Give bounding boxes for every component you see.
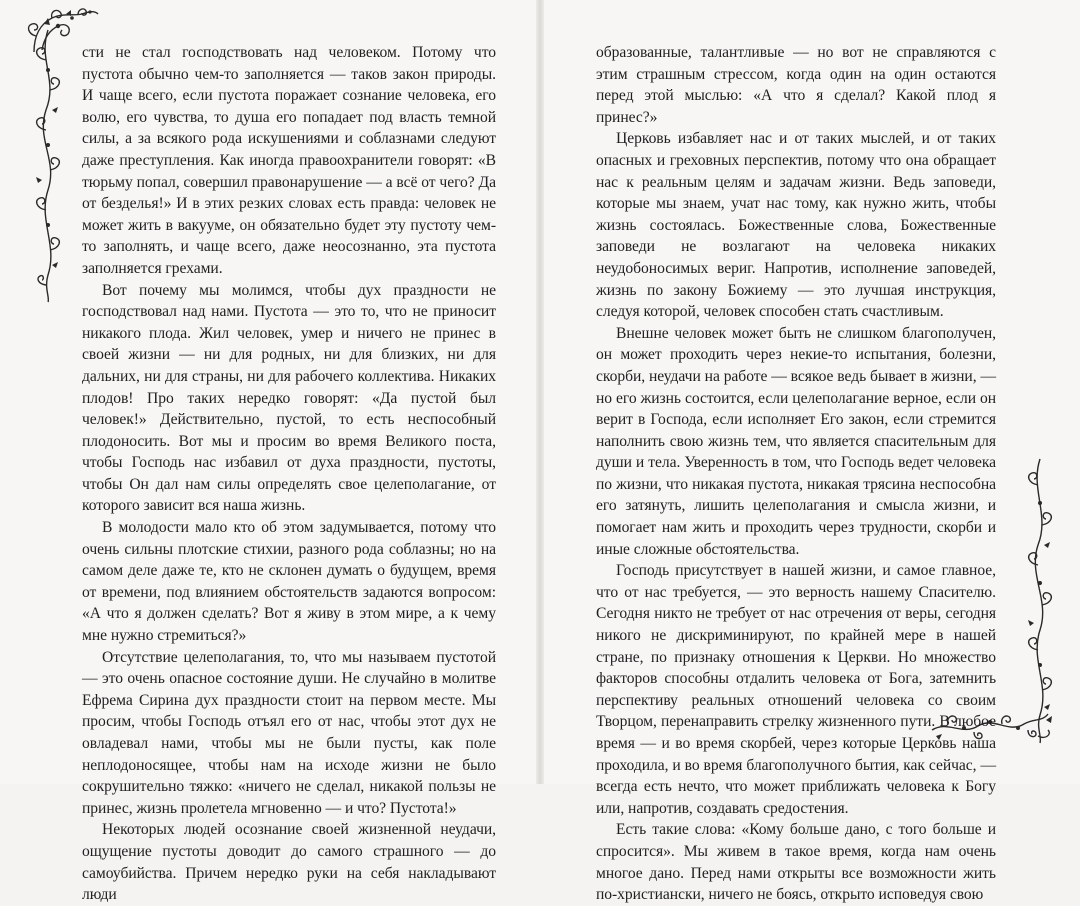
floral-vine-ornament-right: [1022, 455, 1058, 745]
left-page-text: [82, 42, 496, 906]
floral-vine-ornament-left: [30, 20, 66, 305]
right-paragraph-1: образованные, талантливые — но вот не справляются с этим страшным стрессом, когда один на один остаются перед этой мыслью: «А что я сделал? Какой плод я принес?»: [596, 44, 996, 126]
left-paragraph-2: Вот почему мы молимся, чтобы дух праздности не господствовал над нами. Пустота — это то, что не приносит никакого плода. Жил человек, умер и ничего не принес в своей жизни — ни для родных, ни для близких, ни для дальних, ни для страны, ни для рабочего коллектива. Никаких плодов! Про таких нередко говорят: «Да пустой был человек!» Действительно, пустой, то есть неспособный плодоносить. Вот мы и просим во время Великого поста, чтобы Господь нас избавил от духа праздности, пустоты, чтобы Он дал нам силы определять свое целеполагание, от которого зависит вся наша жизнь.: [82, 281, 496, 515]
right-paragraph-3: Внешне человек может быть не слишком благополучен, он может проходить через некие-то испытания, болезни, скорби, неудачи на работе — всякое ведь бывает в жизни, — но его жизнь состоится, если целеполагание верное, если он верит в Господа, если исполняет Его закон, если стремится наполнить свою жизнь тем, что является спасительным для души и тела. Уверенность в том, что Господь ведет человека по жизни, что никакая пустота, никакая трясина неспособна его затянуть, лишить целеполагания и смысла жизни, и помогает нам жить и проходить через трудности, скорби и иные сложные обстоятельства.: [596, 324, 996, 558]
right-paragraph-5: Есть такие слова: «Кому больше дано, с того больше и спросится». Мы живем в такое время, когда нам очень многое дано. Перед нами открыты все возможности жить по-христиански, ничего не боясь, открыто исповедуя свою: [596, 821, 996, 904]
left-paragraph-5: Некоторых людей осознание своей жизненной неудачи, ощущение пустоты доводит до самого страшного — до самоубийства. Причем нередко руки на себя накладывают люди: [82, 821, 496, 904]
right-paragraph-4: Господь присутствует в нашей жизни, и самое главное, что от нас требуется, — это верность нашему Спасителю. Сегодня никто не требует от нас отречения от веры, сегодня никого не дискриминируют, по крайней мере в нашей стране, по признаку отношения к Церкви. Но множество факторов способны отдалить человека от Бога, затемнить перспективу реальных отношений человека со своим Творцом, перенаправить стрелку жизненного пути. В любое время — и во время скорбей, через которые Церковь наша проходила, и во время благополучного бытия, как сейчас, — всегда есть нечто, что может приближать человека к Богу или, напротив, создавать средостения.: [596, 562, 996, 817]
left-paragraph-3: В молодости мало кто об этом задумывается, потому что очень сильны плотские стихии, разного рода соблазны; но на самом деле даже те, кто не склонен думать о будущем, время от времени, под влиянием обстоятельств задаются вопросом: «А что я должен сделать? Вот я живу в этом мире, а к чему мне нужно стремиться?»: [82, 519, 496, 645]
right-page-text: [596, 42, 996, 906]
left-paragraph-4: Отсутствие целеполагания, то, что мы называем пустотой — это очень опасное состояние души. Не случайно в молитве Ефрема Сирина дух праздности стоит на первом месте. Мы просим, чтобы Господь отъял его от нас, чтобы этот дух не овладевал нами, чтобы мы не были пусты, как поле неплодоносящее, чтобы нам на исходе жизни не было сокрушительно тяжко: «ничего не сделал, никакой пользы не принес, жизнь пролетела мгновенно — и что? Пустота!»: [82, 648, 496, 817]
right-paragraph-2: Церковь избавляет нас и от таких мыслей, и от таких опасных и греховных перспектив, потому что она обращает нас к реальным целям и задачам жизни. Ведь заповеди, которые мы знаем, учат нас тому, как нужно жить, чтобы жизнь состоялась. Божественные слова, Божественные заповеди не возлагают на человека никаких неудобоносимых вериг. Напротив, исполнение заповедей, жизнь по закону Божиему — это лучшая инструкция, следуя которой, человек способен стать счастливым.: [596, 130, 996, 321]
book-gutter: [536, 0, 544, 784]
left-paragraph-1: сти не стал господствовать над человеком. Потому что пустота обычно чем-то заполняется — таков закон природы. И чаще всего, если пустота поражает сознание человека, его волю, его чувства, то душа его попадает под власть темной силы, а за всякого рода искушениями и соблазнами следуют даже преступления. Как иногда правоохранители говорят: «В тюрьму попал, совершил правонарушение — а всё от чего? Да от безделья!» И в этих резких словах есть правда: человек не может жить в вакууме, он обязательно будет эту пустоту чем-то заполнять, и чаще всего, даже неосознанно, эта пустота заполняется грехами.: [82, 44, 496, 277]
